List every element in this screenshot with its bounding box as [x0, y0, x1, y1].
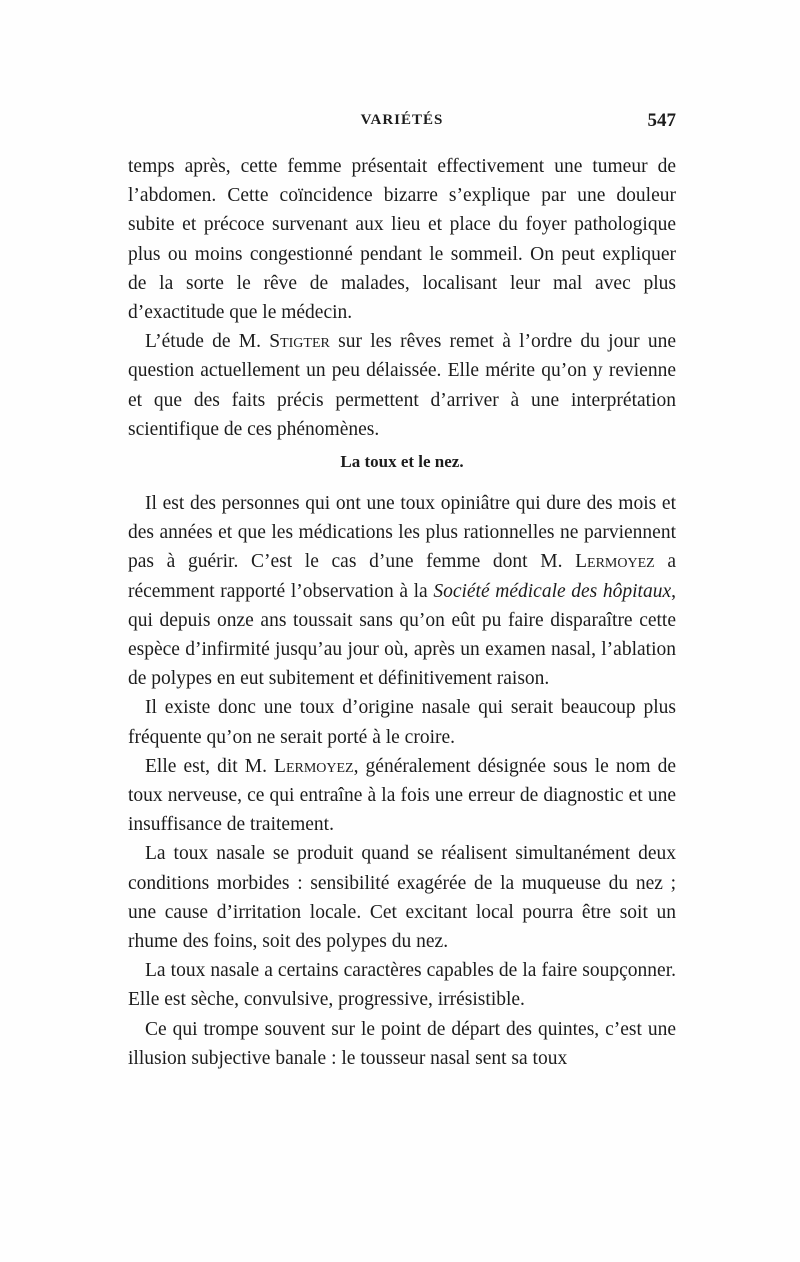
- paragraph-characteristics: La toux nasale a certains caractères capables de la faire soupçonner. Elle est sèche, convulsive, progressive, irrésistible.: [128, 960, 676, 1011]
- paragraph-stigter-study: [128, 327, 676, 444]
- text-run: , généralement désignée sous le nom de toux nerveuse, ce qui entraîne à la fois une erreur de diagnostic et une insuffisance de traitement.: [128, 755, 676, 836]
- author-name-lermoyez: Lermoyez: [575, 551, 655, 573]
- page-number: 547: [647, 110, 676, 131]
- society-name: Société médicale des hôpitaux: [433, 580, 672, 602]
- paragraph-nasal-origin: Il existe donc une toux d’origine nasale qui serait beaucoup plus fréquente qu’on ne serait porté à le croire.: [128, 697, 676, 748]
- page-header: [128, 110, 676, 140]
- section-body: [128, 489, 676, 1073]
- text-run: Elle est, dit M.: [145, 755, 275, 777]
- continuation-text: [128, 152, 676, 444]
- author-name-lermoyez: Lermoyez: [274, 755, 354, 777]
- text-run: Il est des personnes qui ont une toux opiniâtre qui dure des mois et des années et que les médications les plus rationnelles ne parviennent pas à guérir. C’est le cas d’une femme dont M.: [128, 493, 676, 573]
- running-head: VARIÉTÉS: [360, 112, 444, 128]
- text-run: sur les rêves remet à l’ordre du jour une question actuellement un peu délaissée. Elle mérite qu’on y revienne et que des faits précis permettent d’arriver à une interprétation scientifique de ces phénomènes.: [128, 331, 676, 440]
- text-run: L’étude de M.: [145, 331, 270, 353]
- section-title: La toux et le nez.: [340, 452, 464, 471]
- paragraph-nervous-cough: [128, 752, 676, 840]
- paragraph-persistent-cough: [128, 489, 676, 693]
- paragraph-dream-symptom: temps après, cette femme présentait effectivement une tumeur de l’abdomen. Cette coïncidence bizarre s’explique par une douleur subite et précoce survenant aux lieu et place du foyer pathologique plus ou moins congestionné pendant le sommeil. On peut expliquer de la sorte le rêve de malades, localisant leur mal avec plus d’exactitude que le médecin.: [128, 156, 676, 324]
- paragraph-illusion: Ce qui trompe souvent sur le point de départ des quintes, c’est une illusion subjective banale : le tousseur nasal sent sa toux: [128, 1018, 676, 1069]
- text-run: , qui depuis onze ans toussait sans qu’on eût pu faire disparaître cette espèce d’infirmité jusqu’au jour où, après un examen nasal, l’ablation de polypes en eut subitement et définitivement raison.: [128, 580, 676, 690]
- author-name-stigter: Stigter: [269, 331, 330, 353]
- text-run: a récemment rapporté l’observation à la: [128, 551, 676, 602]
- paragraph-conditions: La toux nasale se produit quand se réalisent simultanément deux conditions morbides : sensibilité exagérée de la muqueuse du nez ; une cause d’irritation locale. Cet excitant local pourra être soit un rhume des foins, soit des polypes du nez.: [128, 843, 676, 953]
